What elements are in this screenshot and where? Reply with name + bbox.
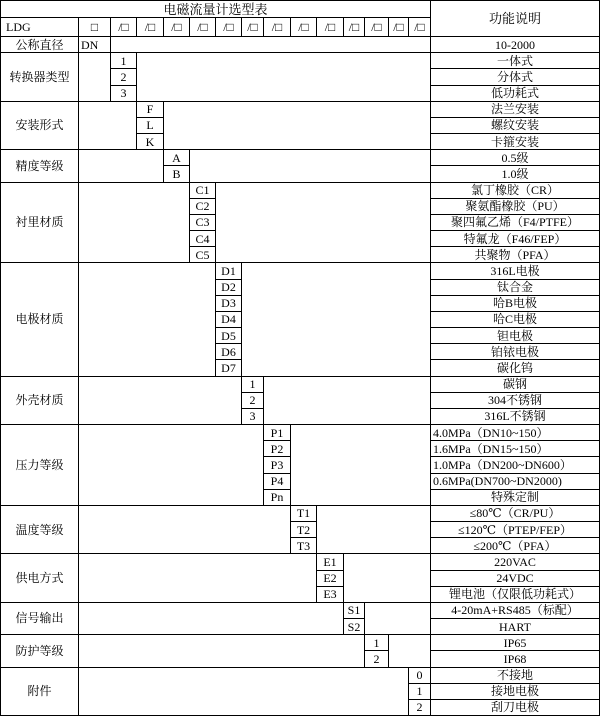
description-cell: 0.6MPa(DN700~DN2000) bbox=[431, 474, 599, 489]
code-cell: B bbox=[164, 166, 189, 181]
description-cell: 24VDC bbox=[431, 571, 599, 586]
description-cell: 10-2000 bbox=[431, 37, 599, 52]
trailing-spacer-cell bbox=[216, 183, 430, 263]
leading-spacer-cell bbox=[79, 183, 189, 263]
description-cell: 不接地 bbox=[431, 668, 599, 683]
description-cell: IP65 bbox=[431, 635, 599, 650]
code-cell: D5 bbox=[216, 328, 241, 343]
leading-spacer-cell bbox=[79, 635, 364, 666]
model-slot-cell: /□ bbox=[409, 18, 430, 36]
code-cell: D2 bbox=[216, 280, 241, 295]
description-cell: 低功耗式 bbox=[431, 86, 599, 101]
description-cell: 接地电极 bbox=[431, 684, 599, 699]
code-cell: E3 bbox=[317, 587, 343, 602]
description-cell: 碳化钨 bbox=[431, 360, 599, 375]
code-cell: S2 bbox=[344, 619, 364, 634]
leading-spacer-cell bbox=[79, 603, 343, 634]
description-cell: 碳钢 bbox=[431, 377, 599, 392]
trailing-spacer-cell bbox=[242, 263, 430, 375]
description-cell: 氯丁橡胶（CR） bbox=[431, 183, 599, 198]
code-cell: 0 bbox=[409, 668, 430, 683]
trailing-spacer-cell bbox=[190, 150, 430, 181]
model-slot-cell: /□ bbox=[344, 18, 364, 36]
model-slot-cell: /□ bbox=[111, 18, 136, 36]
trailing-spacer-cell bbox=[389, 635, 430, 666]
code-cell: 1 bbox=[242, 377, 263, 392]
code-cell: 3 bbox=[242, 409, 263, 424]
code-cell: E2 bbox=[317, 571, 343, 586]
category-label: 电极材质 bbox=[1, 263, 78, 375]
code-cell: T3 bbox=[291, 538, 316, 553]
category-label: 精度等级 bbox=[1, 150, 78, 181]
model-slot-cell: /□ bbox=[190, 18, 215, 36]
leading-spacer-cell bbox=[79, 554, 316, 602]
category-label: 供电方式 bbox=[1, 554, 78, 602]
trailing-spacer-cell bbox=[264, 377, 430, 425]
code-cell: C5 bbox=[190, 247, 215, 262]
code-cell: C2 bbox=[190, 199, 215, 214]
code-cell: A bbox=[164, 150, 189, 165]
description-cell: HART bbox=[431, 619, 599, 634]
trailing-spacer-cell bbox=[111, 37, 430, 52]
description-cell: 1.6MPa（DN15~150） bbox=[431, 441, 599, 456]
code-cell: D3 bbox=[216, 296, 241, 311]
description-cell: 316L电极 bbox=[431, 263, 599, 278]
description-cell: 哈B电极 bbox=[431, 296, 599, 311]
model-slot-cell: /□ bbox=[291, 18, 316, 36]
leading-spacer-cell bbox=[79, 377, 241, 425]
category-label: 附件 bbox=[1, 668, 78, 716]
description-cell: IP68 bbox=[431, 651, 599, 666]
code-cell: T2 bbox=[291, 522, 316, 537]
code-cell: 2 bbox=[409, 700, 430, 715]
model-slot-cell: /□ bbox=[242, 18, 263, 36]
leading-spacer-cell bbox=[79, 263, 215, 375]
code-cell: F bbox=[137, 102, 163, 117]
leading-spacer-cell bbox=[79, 668, 408, 716]
code-cell: C3 bbox=[190, 215, 215, 230]
description-cell: 钛合金 bbox=[431, 280, 599, 295]
category-label: 安装形式 bbox=[1, 102, 78, 150]
category-label: 衬里材质 bbox=[1, 183, 78, 263]
category-label: 温度等级 bbox=[1, 506, 78, 554]
table-title: 电磁流量计选型表 bbox=[1, 1, 430, 17]
model-slot-cell: /□ bbox=[164, 18, 189, 36]
code-cell: C1 bbox=[190, 183, 215, 198]
leading-spacer-cell bbox=[79, 102, 136, 150]
description-cell: 316L不锈钢 bbox=[431, 409, 599, 424]
model-slot-cell: /□ bbox=[389, 18, 408, 36]
model-slot-cell: /□ bbox=[317, 18, 343, 36]
code-cell: P2 bbox=[264, 441, 290, 456]
model-slot-cell: /□ bbox=[137, 18, 163, 36]
code-cell: Pn bbox=[264, 490, 290, 505]
description-cell: 刮刀电极 bbox=[431, 700, 599, 715]
trailing-spacer-cell bbox=[137, 53, 430, 101]
category-label: 信号输出 bbox=[1, 603, 78, 634]
trailing-spacer-cell bbox=[291, 425, 430, 505]
trailing-spacer-cell bbox=[365, 603, 430, 634]
code-cell: P3 bbox=[264, 457, 290, 472]
code-cell: K bbox=[137, 134, 163, 149]
description-cell: 法兰安装 bbox=[431, 102, 599, 117]
leading-spacer-cell bbox=[79, 53, 110, 101]
code-cell: D7 bbox=[216, 360, 241, 375]
description-cell: 0.5级 bbox=[431, 150, 599, 165]
model-slot-cell: /□ bbox=[216, 18, 241, 36]
code-cell: P1 bbox=[264, 425, 290, 440]
leading-spacer-cell bbox=[79, 425, 263, 505]
code-cell: S1 bbox=[344, 603, 364, 618]
description-cell: 螺纹安装 bbox=[431, 118, 599, 133]
model-first-slot-cell: □ bbox=[79, 18, 110, 36]
code-cell: DN bbox=[79, 37, 110, 52]
code-cell: 1 bbox=[111, 53, 136, 68]
description-cell: 卡箍安装 bbox=[431, 134, 599, 149]
code-cell: 2 bbox=[111, 69, 136, 84]
code-cell: T1 bbox=[291, 506, 316, 521]
description-cell: 4.0MPa（DN10~150） bbox=[431, 425, 599, 440]
description-cell: 304不锈钢 bbox=[431, 393, 599, 408]
code-cell: 2 bbox=[242, 393, 263, 408]
code-cell: L bbox=[137, 118, 163, 133]
model-slot-cell: /□ bbox=[264, 18, 290, 36]
category-label: 压力等级 bbox=[1, 425, 78, 505]
description-cell: ≤80℃（CR/PU） bbox=[431, 506, 599, 521]
code-cell: 2 bbox=[365, 651, 388, 666]
code-cell: 1 bbox=[409, 684, 430, 699]
description-cell: 聚四氟乙烯（F4/PTFE） bbox=[431, 215, 599, 230]
category-label: 公称直径 bbox=[1, 37, 78, 52]
description-cell: 4-20mA+RS485（标配） bbox=[431, 603, 599, 618]
code-cell: P4 bbox=[264, 474, 290, 489]
description-cell: 1.0级 bbox=[431, 166, 599, 181]
category-label: 防护等级 bbox=[1, 635, 78, 666]
description-cell: 共聚物（PFA） bbox=[431, 247, 599, 262]
description-cell: 聚氨酯橡胶（PU） bbox=[431, 199, 599, 214]
trailing-spacer-cell bbox=[344, 554, 430, 602]
description-cell: 钽电极 bbox=[431, 328, 599, 343]
code-cell: 3 bbox=[111, 86, 136, 101]
function-column-header: 功能说明 bbox=[431, 1, 599, 36]
description-cell: 分体式 bbox=[431, 69, 599, 84]
description-cell: 220VAC bbox=[431, 554, 599, 569]
description-cell: ≤200℃（PFA） bbox=[431, 538, 599, 553]
description-cell: 哈C电极 bbox=[431, 312, 599, 327]
code-cell: 1 bbox=[365, 635, 388, 650]
description-cell: ≤120℃（PTEP/FEP） bbox=[431, 522, 599, 537]
trailing-spacer-cell bbox=[317, 506, 430, 554]
code-cell: D4 bbox=[216, 312, 241, 327]
model-slot-cell: /□ bbox=[365, 18, 388, 36]
description-cell: 铂铱电极 bbox=[431, 344, 599, 359]
description-cell: 特殊定制 bbox=[431, 490, 599, 505]
description-cell: 锂电池（仅限低功耗式） bbox=[431, 587, 599, 602]
leading-spacer-cell bbox=[79, 150, 163, 181]
description-cell: 1.0MPa（DN200~DN600） bbox=[431, 457, 599, 472]
description-cell: 一体式 bbox=[431, 53, 599, 68]
description-cell: 特氟龙（F46/FEP） bbox=[431, 231, 599, 246]
code-cell: E1 bbox=[317, 554, 343, 569]
trailing-spacer-cell bbox=[164, 102, 430, 150]
leading-spacer-cell bbox=[79, 506, 290, 554]
code-cell: D6 bbox=[216, 344, 241, 359]
code-cell: C4 bbox=[190, 231, 215, 246]
category-label: 外壳材质 bbox=[1, 377, 78, 425]
model-prefix-cell: LDG bbox=[1, 18, 78, 36]
category-label: 转换器类型 bbox=[1, 53, 78, 101]
code-cell: D1 bbox=[216, 263, 241, 278]
